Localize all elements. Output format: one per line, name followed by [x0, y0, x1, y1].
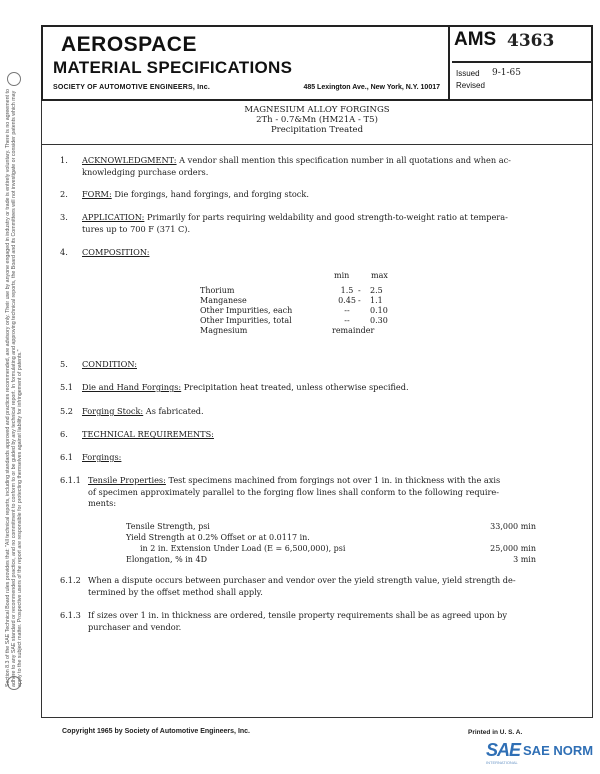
section-die-hand-forgings — [60, 382, 580, 394]
watermark-subtext: INTERNATIONAL — [486, 760, 518, 765]
property-label: Yield Strength at 0.2% Offset or at 0.0117 in. — [126, 533, 310, 542]
section-title: Forging Stock: — [82, 406, 144, 416]
property-label: in 2 in. Extension Under Load (E = 6,500,000), psi — [140, 544, 346, 553]
tensile-properties-table — [126, 521, 536, 565]
ams-number: 4363 — [507, 31, 555, 51]
section-text: Test specimens machined from forgings not over 1 in. in thickness with the axis — [168, 475, 501, 485]
section-number: 6.1 — [60, 452, 74, 462]
society-address: 485 Lexington Ave., New York, N.Y. 10017 — [303, 84, 440, 91]
section-title: FORM: — [82, 189, 112, 199]
property-value: 33,000 min — [490, 522, 536, 531]
revised-label: Revised — [456, 81, 485, 90]
element-min: remainder — [332, 326, 375, 335]
table-row — [126, 521, 536, 532]
title-material-specifications: MATERIAL SPECIFICATIONS — [53, 58, 293, 77]
section-number: 5.1 — [60, 382, 74, 392]
section-form — [60, 189, 580, 201]
section-title: Die and Hand Forgings: — [82, 382, 182, 392]
section-title: ACKNOWLEDGMENT: — [82, 155, 177, 165]
spec-body — [41, 101, 593, 718]
section-number: 6.1.2 — [60, 575, 81, 585]
table-row — [126, 554, 536, 565]
range-dash: - — [358, 286, 361, 295]
section-number: 6.1.1 — [60, 475, 81, 485]
section-text-cont: tures up to 700 F (371 C). — [82, 223, 191, 234]
section-forging-stock — [60, 406, 580, 418]
section-forgings — [60, 452, 580, 464]
element-name: Other Impurities, each — [200, 306, 293, 315]
element-max: 0.10 — [370, 306, 388, 315]
section-number: 6.1.3 — [60, 610, 81, 620]
section-number: 1. — [60, 155, 68, 165]
section-title: TECHNICAL REQUIREMENTS: — [82, 429, 214, 439]
section-title: COMPOSITION: — [82, 247, 150, 257]
subject-divider — [42, 144, 592, 145]
subject-condition: Precipitation Treated — [270, 125, 364, 135]
watermark-text: SAE NORM — [523, 743, 594, 758]
sae-logo-icon: SAE — [486, 740, 521, 760]
issued-label: Issued — [456, 69, 480, 78]
section-number: 3. — [60, 212, 68, 222]
section-number: 5. — [60, 359, 68, 369]
side-legal-notice — [4, 88, 38, 688]
element-name: Manganese — [200, 296, 247, 305]
table-row — [126, 543, 536, 554]
punch-hole-top — [7, 72, 21, 86]
section-number: 5.2 — [60, 406, 74, 416]
section-text-cont: termined by the offset method shall apply. — [88, 586, 263, 597]
section-composition — [60, 247, 580, 259]
property-value: 25,000 min — [490, 544, 536, 553]
section-title: CONDITION: — [82, 359, 137, 369]
element-min: 1.5 — [340, 286, 354, 295]
section-title: Forgings: — [82, 452, 122, 462]
spec-header — [41, 25, 593, 101]
section-number: 6. — [60, 429, 68, 439]
range-dash: - — [358, 296, 361, 305]
element-max: 2.5 — [370, 286, 383, 295]
subject-title: MAGNESIUM ALLOY FORGINGS — [244, 105, 390, 115]
header-spec-block — [452, 27, 591, 99]
section-text-cont: knowledging purchase orders. — [82, 166, 209, 177]
element-min: -- — [344, 306, 350, 315]
section-text-cont: purchaser and vendor. — [88, 621, 182, 632]
section-application — [60, 212, 580, 235]
section-text: Primarily for parts requiring weldability and good strength-to-weight ratio at tempera- — [146, 212, 508, 222]
section-technical-requirements — [60, 429, 580, 441]
property-value: 3 min — [513, 555, 536, 564]
section-text: If sizes over 1 in. in thickness are ordered, tensile property requirements shall be as agreed upon by — [88, 610, 508, 620]
section-text: Precipitation heat treated, unless otherwise specified. — [183, 382, 409, 392]
section-title: APPLICATION: — [82, 212, 145, 222]
element-min: -- — [344, 316, 350, 325]
section-title: Tensile Properties: — [88, 475, 166, 485]
element-name: Magnesium — [200, 326, 248, 335]
section-number: 4. — [60, 247, 68, 257]
section-text: As fabricated. — [145, 406, 204, 416]
composition-header-max: max — [371, 271, 388, 280]
printed-in: Printed in U. S. A. — [468, 729, 523, 736]
element-max: 0.30 — [370, 316, 388, 325]
ams-label: AMS — [454, 29, 497, 50]
section-text: A vendor shall mention this specification number in all quotations and when ac- — [179, 155, 511, 165]
element-min: 0.45 — [338, 296, 356, 305]
subject-alloy: 2Th - 0.7&Mn (HM21A - T5) — [256, 115, 378, 125]
title-aerospace: AEROSPACE — [61, 33, 197, 56]
section-condition — [60, 359, 580, 371]
composition-header-min: min — [334, 271, 350, 280]
section-text: When a dispute occurs between purchaser and vendor over the yield strength value, yield strength de- — [88, 575, 516, 585]
issued-date: 9-1-65 — [492, 68, 521, 78]
section-oversize — [60, 610, 590, 633]
section-tensile-properties — [60, 475, 585, 510]
section-acknowledgment — [60, 155, 580, 178]
property-label: Tensile Strength, psi — [126, 522, 210, 531]
subject-block — [42, 105, 592, 135]
element-name: Thorium — [200, 286, 235, 295]
header-title-block — [43, 27, 450, 99]
section-yield-dispute — [60, 575, 590, 598]
element-name: Other Impurities, total — [200, 316, 292, 325]
header-divider — [452, 61, 591, 63]
section-text-cont: ments: — [88, 498, 117, 508]
property-label: Elongation, % in 4D — [126, 555, 207, 564]
side-notice-text: Section 8.3 of the SAE Technical Board rules provides that: "All technical reports, including standards approved and practices recommended, are advisory only. Their use by anyone engaged in industry or trade is entirely voluntary. There is no agreement to adhere to any SAE standard or recommended practice, and no commitment to conform to or be guided by any technical report. In formulating and approving technical reports, the Board and its Committees will not investigate or consider patents which may apply to the subject matter. Prospective users of the report are responsible for protecting themselves against liability for infringement of patents." — [5, 89, 24, 687]
society-name: SOCIETY OF AUTOMOTIVE ENGINEERS, Inc. — [53, 84, 211, 91]
element-max: 1.1 — [370, 296, 383, 305]
section-text: Die forgings, hand forgings, and forging stock. — [114, 189, 309, 199]
section-text-cont: of specimen approximately parallel to the forging flow lines shall conform to the following require- — [88, 486, 500, 497]
table-row — [126, 532, 536, 543]
section-number: 2. — [60, 189, 68, 199]
punch-hole-bottom — [7, 676, 21, 690]
copyright-notice: Copyright 1965 by Society of Automotive Engineers, Inc. — [62, 728, 251, 735]
sae-norm-watermark — [486, 740, 594, 765]
